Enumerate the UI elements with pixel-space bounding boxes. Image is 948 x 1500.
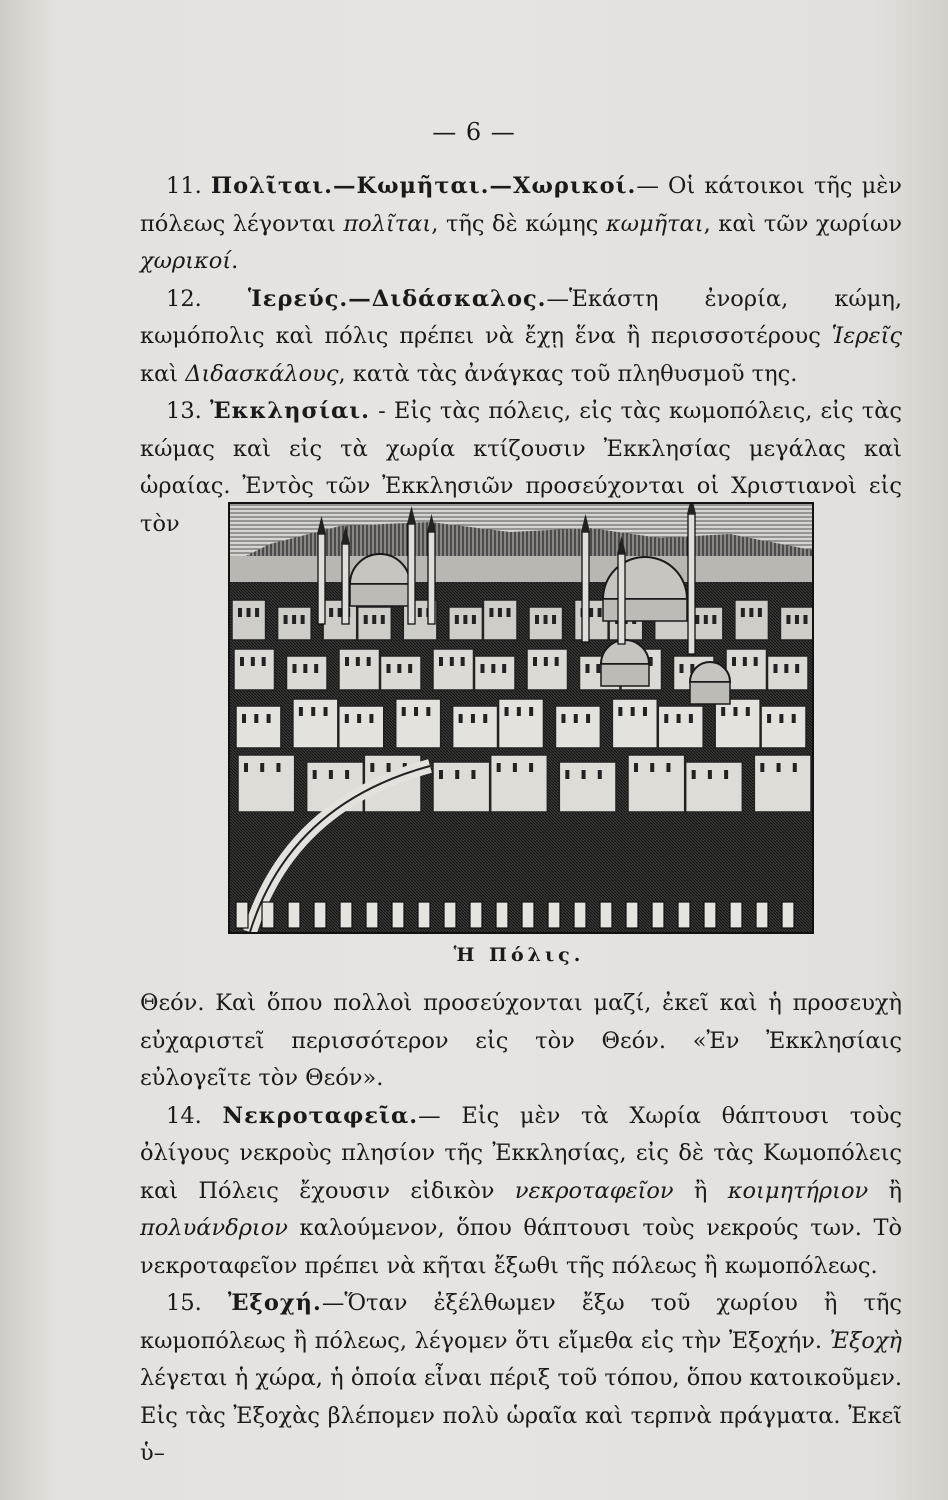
paragraph-text: καὶ [140,360,186,387]
house-window [795,664,799,673]
house-window [689,714,693,723]
house-window [369,714,373,723]
house-window [450,657,454,666]
house [433,762,490,812]
paragraph-text: ἢ [673,1177,728,1204]
house-window [247,608,251,617]
house-window [733,707,737,716]
paragraph-text: . [231,248,239,274]
house-window [784,664,788,673]
colonnade-arch [470,902,482,928]
colonnade-arch [522,902,534,928]
section-heading: Ἱερεύς.—Διδάσκαλος. [247,285,547,312]
house [483,600,517,640]
paragraph-text: — Εἰς μὲν τὰ Χωρία θάπτουσι τοὺς ὀλίγους νεκροὺς πλησίον τῆς Ἐκκλησίας, εἰς δὲ τὰς Κωμοπόλεις καὶ Πόλεις ἔχουσιν εἰδικὸν [140,1102,902,1204]
house-window [664,714,668,723]
house-window [544,657,548,666]
house-window [704,615,708,624]
house-window [267,714,271,723]
house-window [301,615,305,624]
house-window [506,608,510,617]
colonnade-arch [340,902,352,928]
dome-drum [350,584,410,606]
house-window [345,657,349,666]
colonnade-arch [236,902,248,928]
minaret [618,554,625,644]
house [715,699,760,748]
house-window [598,770,602,779]
colonnade-arch [704,902,716,928]
colonnade-arch [444,902,456,928]
house-window [329,608,333,617]
house-window [793,763,797,772]
house-window [255,608,259,617]
house-window [774,664,778,673]
house-window [650,763,654,772]
section-number: 12. [166,285,202,312]
colonnade-arch [262,902,274,928]
house-window [314,664,318,673]
colonnade-arch [392,902,404,928]
house-window [555,657,559,666]
house-window [721,707,725,716]
house-window [471,770,475,779]
house-window [357,714,361,723]
colonnade-arch [626,902,638,928]
house-window [329,770,333,779]
colonnade-arch [548,902,560,928]
colonnade-arch [418,902,430,928]
text-block-bottom [140,985,902,1473]
house-window [712,615,716,624]
minaret [582,532,589,642]
house-window [292,615,296,624]
house-window [439,657,443,666]
house-window [692,770,696,779]
house [453,706,498,748]
section-heading: Νεκροταφεῖα. [222,1102,419,1129]
house-window [803,615,807,624]
house-window [767,714,771,723]
paragraph-text: —Ὅταν ἐξέλθωμεν ἔξω τοῦ χωρίου ἢ τῆς κωμοπόλεως ἢ πόλεως, λέγομεν ὅτι εἴμεθα εἰς τὴν Ἐξοχήν. [140,1290,902,1354]
house-window [582,770,586,779]
paragraph-text: καλούμενον, ὅπου θάπτουσι τοὺς νεκρούς των. Τὸ νεκροταφεῖον πρέπει νὰ κῆται ἔξωθι τῆς πόλεως ἢ κωμοπόλεως. [140,1215,902,1279]
house-window [552,615,556,624]
house [612,699,657,748]
minaret [318,534,325,624]
house-window [254,714,258,723]
paragraph-15 [140,1285,902,1473]
house [686,762,743,812]
house-window [529,763,533,772]
house-window [533,657,537,666]
house-window [634,763,638,772]
house [726,649,767,690]
house-window [529,707,533,716]
paragraph-text: , καὶ τῶν χωρίων [703,210,903,237]
house [396,699,441,748]
house [559,762,616,812]
house-window [276,763,280,772]
paragraph-11 [140,168,902,281]
house-window [779,714,783,723]
house [234,649,275,690]
house-window [381,615,385,624]
section-number: 11. [166,173,202,199]
house-window [367,657,371,666]
house-window [370,763,374,772]
house-window [565,770,569,779]
water [230,556,812,582]
house-window [535,615,539,624]
italic-term: χωρικοί [140,248,232,274]
house-window [481,664,485,673]
section-number: 15. [166,1290,202,1316]
house-window [455,615,459,624]
house-window [544,615,548,624]
section-number: 14. [166,1102,202,1129]
house [293,699,338,748]
house [433,649,474,690]
italic-term: Ἱερεῖς [831,323,902,349]
house-window [463,615,467,624]
paragraph-text: ἢ [868,1177,902,1204]
colonnade-arch [678,902,690,928]
house-window [786,615,790,624]
minaret [408,524,415,624]
house-window [746,707,750,716]
colonnade-arch [782,902,794,928]
paragraph-text: —Ἑκάστη ἐνορία, κώμη, κωμόπολις καὶ πόλις πρέπει νὰ ἔχῃ ἕνα ἢ περισσοτέρους [140,285,903,349]
house-window [356,657,360,666]
house [339,706,384,748]
colonnade-arch [730,902,742,928]
italic-term: κοιμητήριον [727,1177,869,1204]
house-window [251,657,255,666]
house-window [345,770,349,779]
house-window [242,714,246,723]
paragraph-text: λέγεται ἡ χώρα, ἡ ὁποία εἶναι πέριξ τοῦ τόπου, ὅπου κατοικοῦμεν. Εἰς τὰς Ἐξοχὰς βλέπομεν πολὺ ὡραῖα καὶ τερπνὰ πράγματα. Ἐκεῖ ὑ– [140,1365,902,1466]
italic-term: πολυάνδριον [140,1215,288,1241]
house-window [324,707,328,716]
house-window [666,763,670,772]
colonnade-arch [288,902,300,928]
house-window [574,714,578,723]
house-window [758,608,762,617]
house-window [491,664,495,673]
house-window [618,707,622,716]
italic-term: πολῖται [343,210,432,237]
dome-drum [601,664,649,686]
house-window [472,615,476,624]
house-window [387,763,391,772]
house-window [338,608,342,617]
house-window [414,707,418,716]
house-window [483,714,487,723]
house-window [680,664,684,673]
paragraph-13-continued: Θεόν. Καὶ ὅπου πολλοὶ προσεύχονται μαζί, ἐκεῖ καὶ ἡ προσευχὴ εὐχαριστεῖ περισσότερον εἰς τὸν Θεόν. «Ἐν Ἐκκλησίαις εὐλογεῖτε τὸν Θεόν». [140,990,902,1091]
house-window [513,763,517,772]
house-window [708,770,712,779]
house-window [459,714,463,723]
paragraph-14 [140,1098,902,1286]
house-window [311,707,315,716]
house-window [749,608,753,617]
house-window [777,763,781,772]
section-number: 13. [166,398,202,424]
house-window [345,714,349,723]
city-engraving [228,502,814,934]
house-window [695,615,699,624]
house [232,600,266,640]
section-heading: Ἐξοχή. [227,1290,322,1316]
house-window [561,714,565,723]
house-window [741,608,745,617]
house [658,706,703,748]
house-window [299,707,303,716]
house-window [732,657,736,666]
minaret [342,544,349,624]
house-window [760,763,764,772]
dome-drum [603,599,687,621]
italic-term: Διδασκάλους [185,360,339,387]
house-window [303,664,307,673]
colonnade-arch [314,902,326,928]
house-window [402,707,406,716]
house-window [313,770,317,779]
house-window [724,770,728,779]
house-window [408,664,412,673]
engraving-illustration [230,504,812,932]
house-window [461,657,465,666]
house [555,706,600,748]
house-window [364,615,368,624]
house [735,600,769,640]
house-window [244,763,248,772]
house [236,706,281,748]
house-window [598,608,602,617]
italic-term: κωμῆται [605,210,704,237]
house-window [596,664,600,673]
house [339,649,380,690]
house-window [262,657,266,666]
minaret [688,514,695,654]
house-window [372,615,376,624]
section-heading: Πολῖται.—Κωμῆται.—Χωρικοί. [210,173,637,199]
house-window [586,714,590,723]
page-number: — 6 — [432,118,516,146]
italic-term: Ἐξοχὴ [829,1327,902,1354]
house-window [489,608,493,617]
house-window [643,707,647,716]
house-window [517,707,521,716]
house-window [586,664,590,673]
house-window [497,763,501,772]
house [761,706,806,748]
house-window [439,770,443,779]
house-window [260,763,264,772]
house-window [792,714,796,723]
house-window [631,707,635,716]
paragraph-12 [140,281,902,394]
house-window [238,608,242,617]
colonnade-arch [652,902,664,928]
colonnade-arch [574,902,586,928]
house-window [418,608,422,617]
paragraph-text: , τῆς δὲ κώμης [431,210,606,237]
paragraph-text: - Εἰς τὰς πόλεις, εἰς τὰς κωμοπόλεις, εἰς τὰς κώμας καὶ εἰς τὰ χωρία κτίζουσιν Ἐκκλησίας μεγάλας καὶ ὡραίας. Ἐντὸς τῶν Ἐκκλησιῶν προσεύχονται οἱ Χριστιανοὶ εἰς τὸν [140,398,902,537]
house-window [502,664,506,673]
paragraph-text: — Οἱ κάτοικοι τῆς μὲν πόλεως λέγονται [140,173,902,237]
colonnade-arch [366,902,378,928]
figure-caption: Ἡ Πόλις. [453,944,585,966]
house-window [743,657,747,666]
house-window [471,714,475,723]
house-window [795,615,799,624]
house-window [426,707,430,716]
house-window [505,707,509,716]
house-window [677,714,681,723]
house-window [754,657,758,666]
colonnade-arch [600,902,612,928]
house-window [240,657,244,666]
colonnade-arch [496,902,508,928]
house-window [498,608,502,617]
colonnade-arch [756,902,768,928]
paragraph-text: , κατὰ τὰς ἀνάγκας τοῦ πληθυσμοῦ της. [338,360,798,387]
house-window [397,664,401,673]
house-window [387,664,391,673]
house-window [455,770,459,779]
section-heading: Ἐκκλησίαι. [209,398,370,424]
dome-drum [690,682,730,704]
text-block-top [140,168,902,543]
house-window [284,615,288,624]
minaret [428,532,435,624]
italic-term: νεκροταφεῖον [514,1177,674,1204]
house [527,649,568,690]
house-window [589,608,593,617]
house-window [293,664,297,673]
house [499,699,544,748]
